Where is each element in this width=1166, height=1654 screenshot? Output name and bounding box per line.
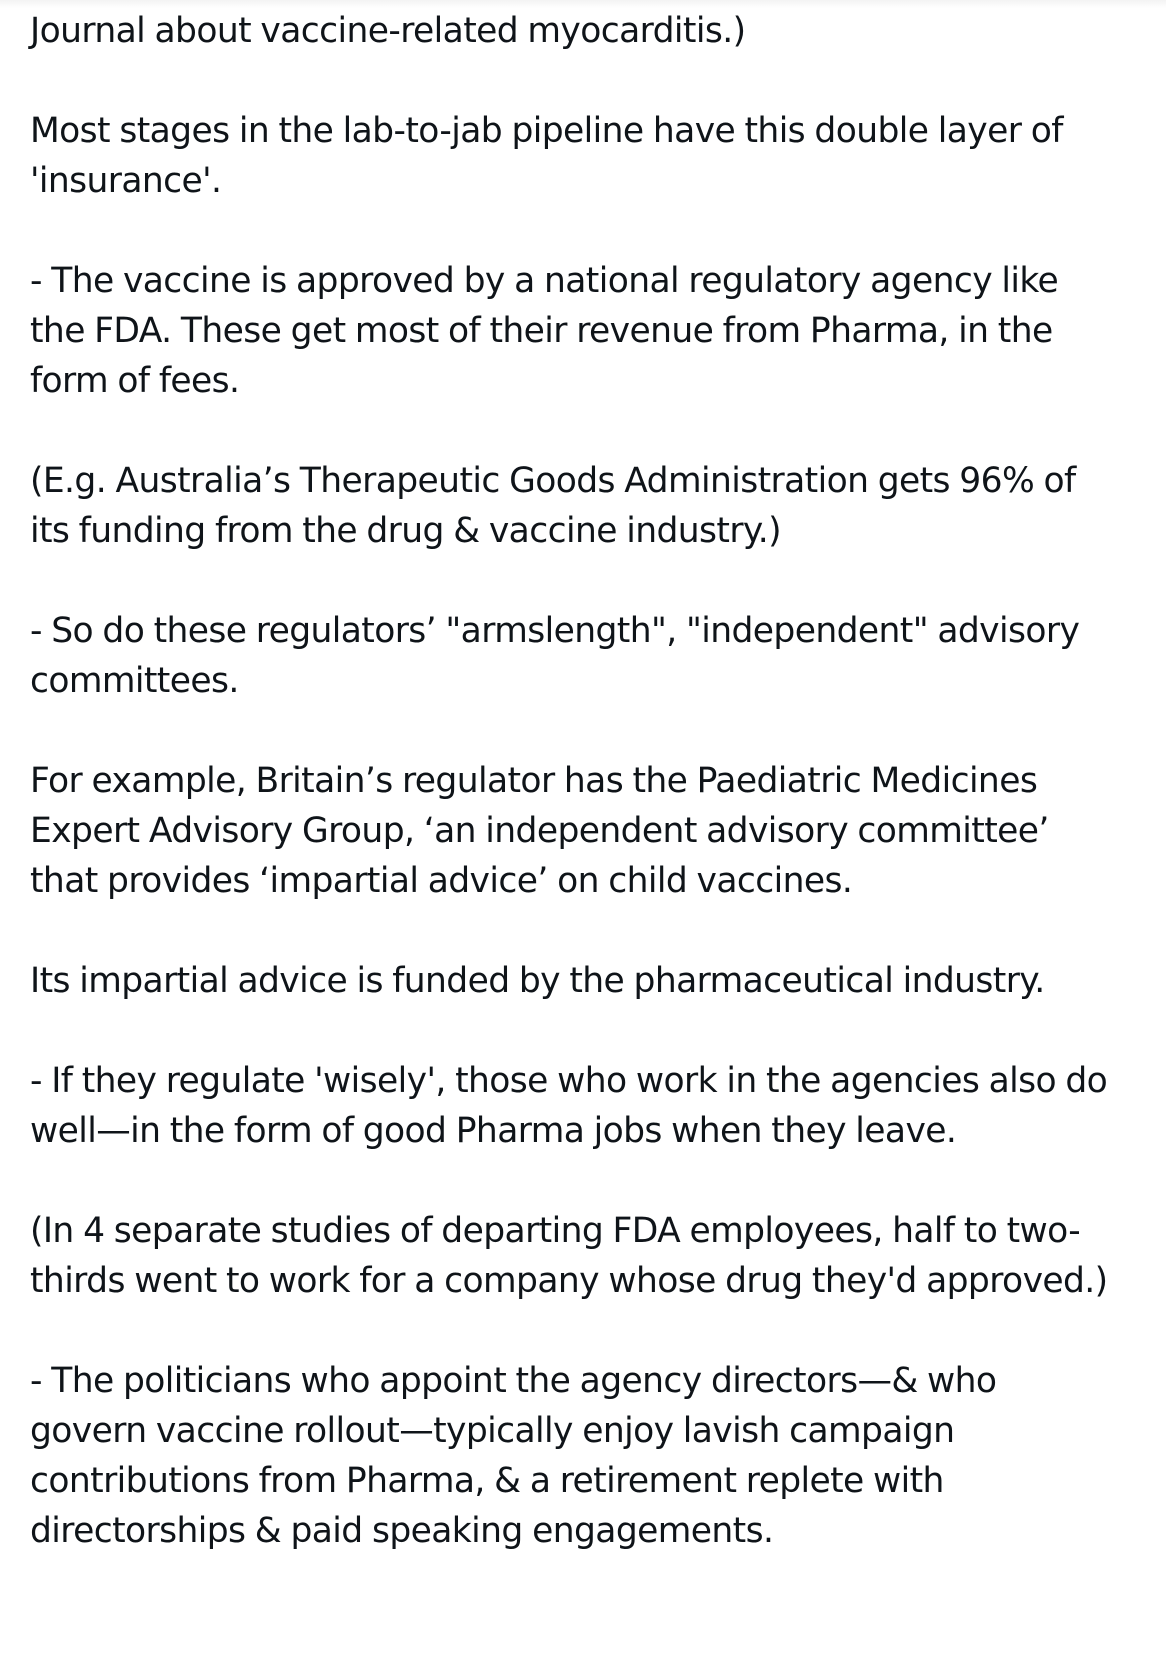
paragraph-3: - The vaccine is approved by a national regulatory agency like the FDA. These get most of their revenue from Pharma, in the form of fees. [30,261,1059,401]
paragraph-1: Journal about vaccine-related myocarditis.) [30,11,746,51]
paragraph-7: Its impartial advice is funded by the pharmaceutical industry. [30,961,1045,1001]
paragraph-5: - So do these regulators’ "armslength", "independent" advisory committees. [30,611,1080,701]
paragraph-2: Most stages in the lab-to-jab pipeline have this double layer of 'insurance'. [30,111,1063,201]
paragraph-8: - If they regulate 'wisely', those who work in the agencies also do well—in the form of good Pharma jobs when they leave. [30,1061,1108,1151]
paragraph-10: - The politicians who appoint the agency directors—& who govern vaccine rollout—typically enjoy lavish campaign contributions from Pharma, & a retirement replete with directorships & paid speaking engagements. [30,1361,997,1551]
paragraph-6: For example, Britain’s regulator has the Paediatric Medicines Expert Advisory Group, ‘an independent advisory committee’ that provides ‘impartial advice’ on child vaccines. [30,761,1049,901]
paragraph-9: (In 4 separate studies of departing FDA employees, half to two- thirds went to work for a company whose drug they'd approved.) [30,1211,1108,1301]
post-text-body [30,6,1160,1556]
paragraph-4: (E.g. Australia’s Therapeutic Goods Administration gets 96% of its funding from the drug & vaccine industry.) [30,461,1076,551]
